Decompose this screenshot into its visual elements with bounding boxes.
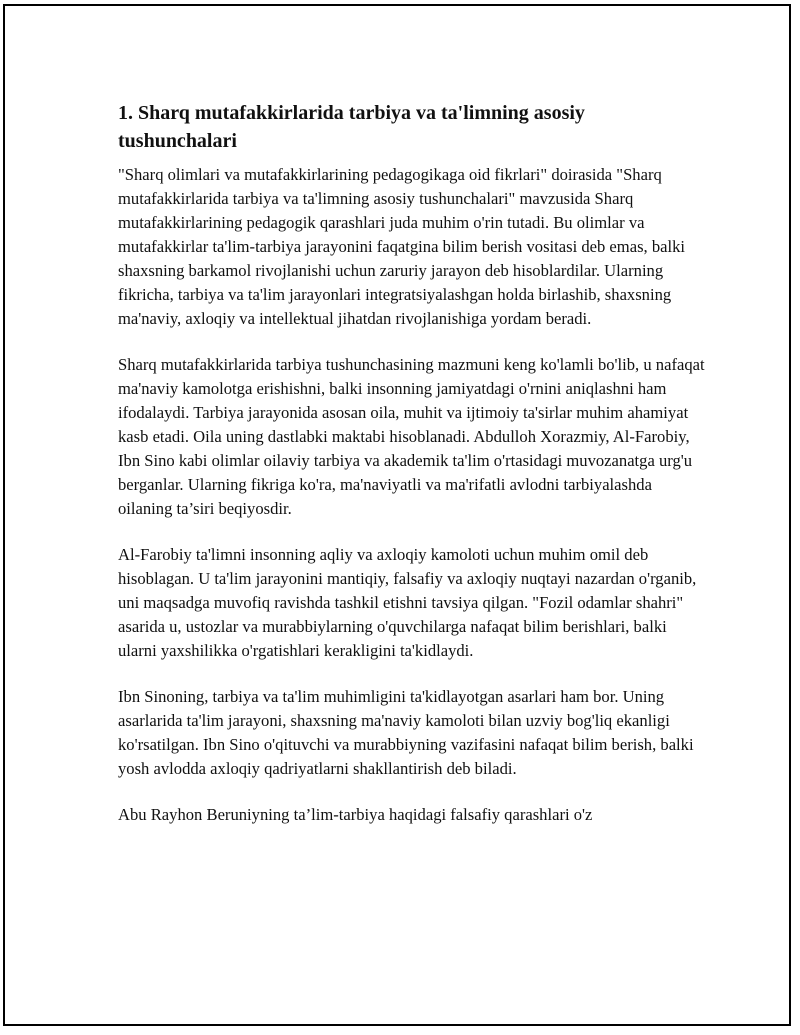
document-body <box>118 99 708 849</box>
paragraph-1: "Sharq olimlari va mutafakkirlarining pedagogikaga oid fikrlari" doirasida "Sharq mutafakkirlarida tarbiya va ta'limning asosiy tushunchalari" mavzusida Sharq mutafakkirlarining pedagogik qarashlari juda muhim o'rin tutadi. Bu olimlar va mutafakkirlar ta'lim-tarbiya jarayonini faqatgina bilim berish vositasi deb emas, balki shaxsning barkamol rivojlanishi uchun zaruriy jarayon deb hisoblardilar. Ularning fikricha, tarbiya va ta'lim jarayonlari integratsiyalashgan holda birlashib, shaxsning ma'naviy, axloqiy va intellektual jihatdan rivojlanishiga yordam beradi. <box>118 165 686 328</box>
paragraph-3: Al-Farobiy ta'limni insonning aqliy va axloqiy kamoloti uchun muhim omil deb hisoblagan. U ta'lim jarayonini mantiqiy, falsafiy va axloqiy nuqtayi nazardan o'rganib, uni maqsadga muvofiq ravishda tashkil etishni tavsiya qilgan. "Fozil odamlar shahri" asarida u, ustozlar va murabbiylarning o'quvchilarga nafaqat bilim berishlari, balki ularni yaxshilikka o'rgatishlari kerakligini ta'kidlaydi. <box>118 545 697 660</box>
paragraph-2: Sharq mutafakkirlarida tarbiya tushunchasining mazmuni keng ko'lamli bo'lib, u nafaqat ma'naviy kamolotga erishishni, balki insonning jamiyatdagi o'rnini aniqlashni ham ifodalaydi. Tarbiya jarayonida asosan oila, muhit va ijtimoiy ta'sirlar muhim ahamiyat kasb etadi. Oila uning dastlabki maktabi hisoblanadi. Abdulloh Xorazmiy, Al-Farobiy, Ibn Sino kabi olimlar oilaviy tarbiya va akademik ta'lim o'rtasidagi muvozanatga urg'u berganlar. Ularning fikriga ko'ra, ma'naviyatli va ma'rifatli avlodni tarbiyalashda oilaning ta’siri beqiyosdir. <box>118 355 705 518</box>
paragraph-4: Ibn Sinoning, tarbiya va ta'lim muhimligini ta'kidlayotgan asarlari ham bor. Uning asarlarida ta'lim jarayoni, shaxsning ma'naviy kamoloti bilan uzviy bog'liq ekanligi ko'rsatilgan. Ibn Sino o'qituvchi va murabbiyning vazifasini nafaqat bilim berish, balki yosh avlodda axloqiy qadriyatlarni shakllantirish deb biladi. <box>118 687 694 778</box>
paragraph-5: Abu Rayhon Beruniyning ta’lim-tarbiya haqidagi falsafiy qarashlari o'z <box>118 805 593 824</box>
section-title: 1. Sharq mutafakkirlarida tarbiya va ta'limning asosiy tushunchalari <box>118 102 585 152</box>
document-page <box>3 4 791 1026</box>
